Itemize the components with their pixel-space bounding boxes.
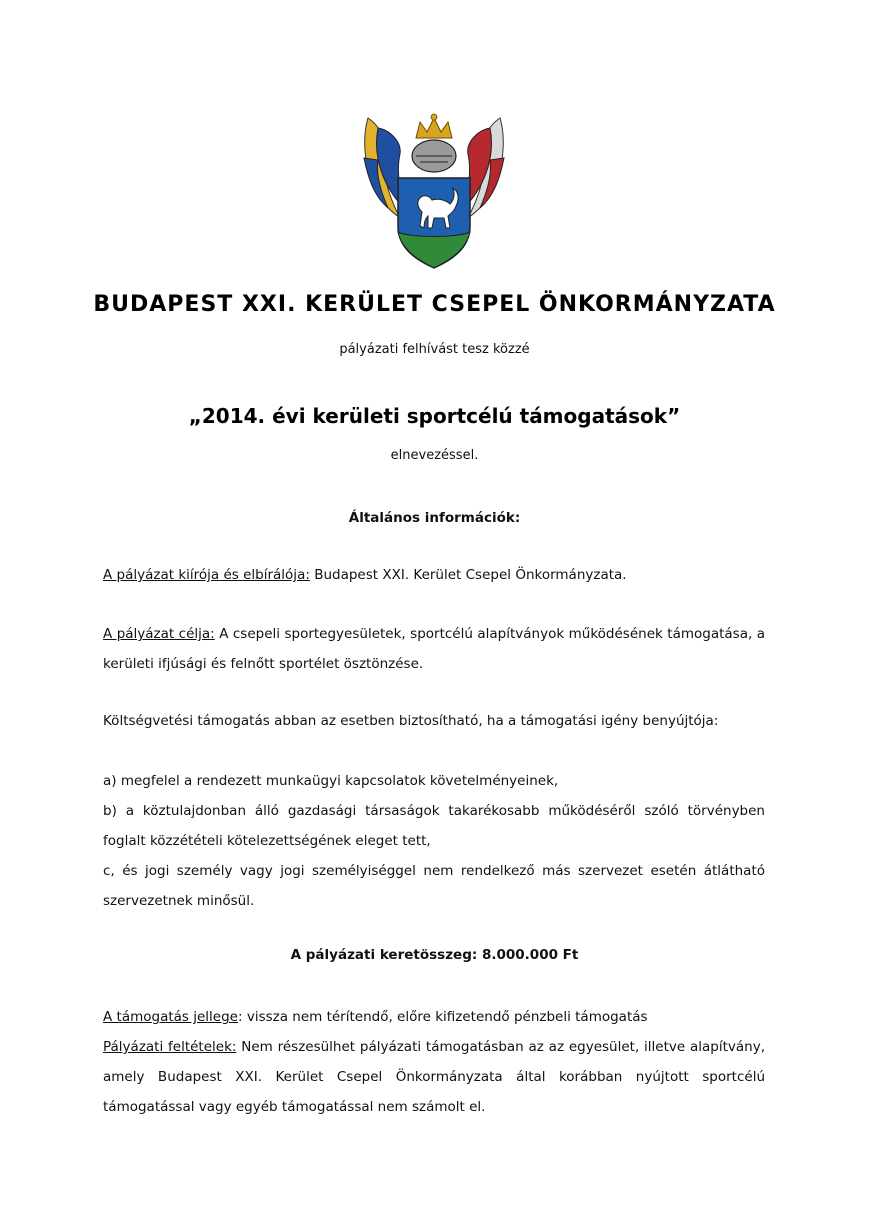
conditions-label: Pályázati feltételek: xyxy=(103,1039,237,1055)
budget-support-intro: Költségvetési támogatás abban az esetben biztosítható, ha a támogatási igény benyújtója: xyxy=(103,713,719,729)
criteria-item-b: b) a köztulajdonban álló gazdasági társaságok takarékosabb működéséről szóló törvényben foglalt közzétételi kötelezettségének eleget tett, xyxy=(103,803,765,849)
issuer-paragraph xyxy=(103,560,765,590)
program-title: „2014. évi kerületi sportcélú támogatások” xyxy=(188,404,681,428)
issuer-label: A pályázat kiírója és elbírálója: xyxy=(103,567,310,583)
coat-of-arms-icon xyxy=(360,108,508,272)
criteria-list xyxy=(103,766,765,916)
conditions-line xyxy=(103,1032,765,1122)
subtitle: pályázati felhívást tesz közzé xyxy=(339,342,530,357)
budget-total: A pályázati keretösszeg: 8.000.000 Ft xyxy=(290,947,579,963)
naming-text: elnevezéssel. xyxy=(390,448,479,463)
conditions-value: Nem részesülhet pályázati támogatásban az az egyesület, illetve alapítvány, amely Budapest XXI. Kerület Csepel Önkormányzata által korábban nyújtott sportcélú támogatással vagy egyéb támogatással nem számolt el. xyxy=(103,1039,765,1115)
goal-label: A pályázat célja: xyxy=(103,626,215,642)
goal-value: A csepeli sportegyesületek, sportcélú alapítványok működésének támogatása, a kerületi ifjúsági és felnőtt sportélet ösztönzése. xyxy=(103,626,765,672)
page-title: BUDAPEST XXI. KERÜLET CSEPEL ÖNKORMÁNYZATA xyxy=(93,292,776,317)
support-type-line xyxy=(103,1002,765,1032)
issuer-value: Budapest XXI. Kerület Csepel Önkormányzata. xyxy=(314,567,627,583)
support-section xyxy=(103,1002,765,1122)
criteria-item-a: a) megfelel a rendezett munkaügyi kapcsolatok követelményeinek, xyxy=(103,773,559,789)
goal-paragraph xyxy=(103,619,765,679)
support-type-label: A támogatás jellege xyxy=(103,1009,238,1025)
budget-support-paragraph xyxy=(103,706,765,736)
general-info-heading: Általános információk: xyxy=(348,510,521,526)
criteria-item-c: c, és jogi személy vagy jogi személyiséggel nem rendelkező más szervezet esetén átlátható szervezetnek minősül. xyxy=(103,863,765,909)
support-type-value: : vissza nem térítendő, előre kifizetendő pénzbeli támogatás xyxy=(237,1009,648,1025)
